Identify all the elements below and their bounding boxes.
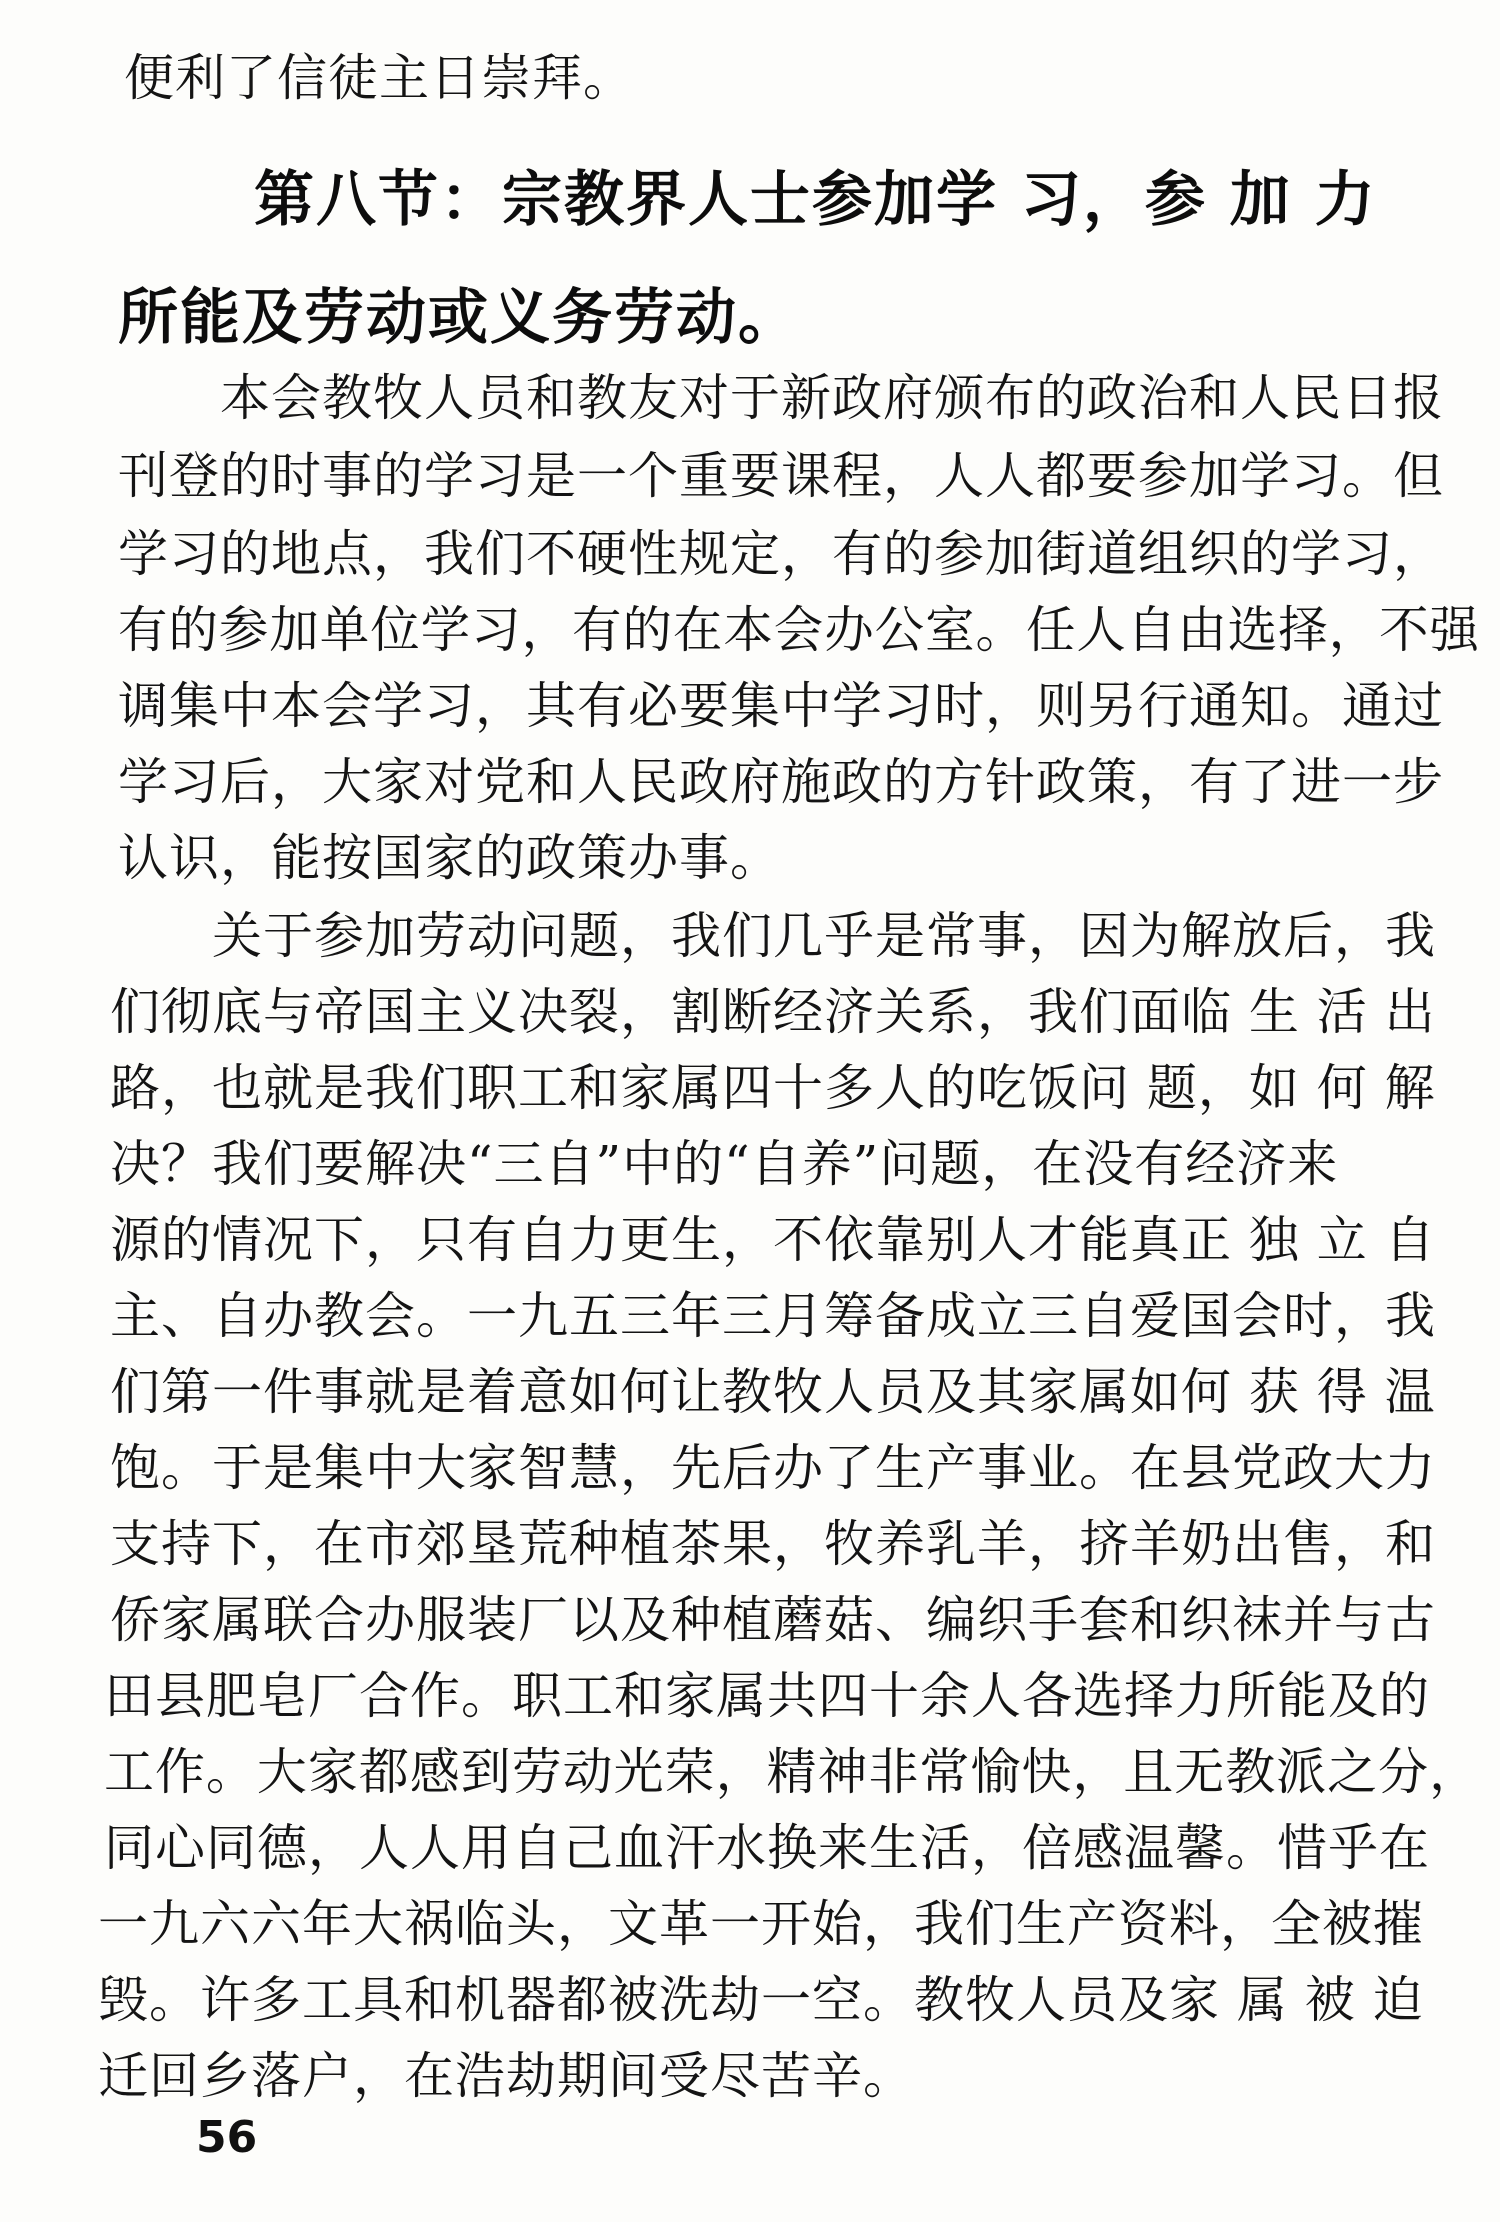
paragraph-line: 一九六六年大祸临头，文革一开始，我们生产资料，全被摧 [98, 1895, 1424, 1953]
opening-line: 便利了信徒主日崇拜。 [124, 49, 634, 107]
paragraph-line: 们彻底与帝国主义决裂，割断经济关系，我们面临 生 活 出 [110, 983, 1436, 1041]
paragraph-line: 们第一件事就是着意如何让教牧人员及其家属如何 获 得 温 [110, 1363, 1436, 1421]
paragraph-line: 调集中本会学习，其有必要集中学习时，则另行通知。通过 [118, 677, 1444, 735]
paragraph-line: 饱。于是集中大家智慧，先后办了生产事业。在县党政大力 [110, 1439, 1436, 1497]
paragraph-line: 侨家属联合办服装厂以及种植蘑菇、编织手套和织袜并与古 [110, 1591, 1436, 1649]
paragraph-line: 田县肥皂厂合作。职工和家属共四十余人各选择力所能及的 [104, 1667, 1430, 1725]
paragraph-line: 刊登的时事的学习是一个重要课程，人人都要参加学习。但 [118, 447, 1444, 505]
paragraph-line: 毁。许多工具和机器都被洗劫一空。教牧人员及家 属 被 迫 [98, 1971, 1424, 2029]
paragraph-line: 支持下，在市郊垦荒种植茶果，牧养乳羊，挤羊奶出售，和 [110, 1515, 1436, 1573]
paragraph-line: 路，也就是我们职工和家属四十多人的吃饭问 题，如 何 解 [110, 1059, 1436, 1117]
paragraph-line: 关于参加劳动问题，我们几乎是常事，因为解放后，我 [212, 907, 1436, 965]
paragraph-line: 本会教牧人员和教友对于新政府颁布的政治和人民日报 [220, 369, 1444, 427]
paragraph-line: 有的参加单位学习，有的在本会办公室。任人自由选择，不强 [118, 601, 1480, 659]
paragraph-line: 工作。大家都感到劳动光荣，精神非常愉快，且无教派之分， [104, 1743, 1481, 1801]
paragraph-line: 学习的地点，我们不硬性规定，有的参加街道组织的学习， [118, 525, 1444, 583]
paragraph-line: 认识，能按国家的政策办事。 [118, 829, 781, 887]
paragraph-line: 迁回乡落户，在浩劫期间受尽苦辛。 [98, 2047, 914, 2105]
paragraph-line: 主、自办教会。一九五三年三月筹备成立三自爱国会时，我 [110, 1287, 1436, 1345]
paragraph-line: 决？我们要解决“三自”中的“自养”问题，在没有经济来 [110, 1135, 1339, 1193]
paragraph-line: 源的情况下，只有自力更生，不依靠别人才能真正 独 立 自 [110, 1211, 1436, 1269]
section-heading-line-2: 所能及劳动或义务劳动。 [118, 283, 800, 353]
page-number: 56 [196, 2112, 258, 2163]
paragraph-line: 同心同德，人人用自己血汗水换来生活，倍感温馨。惜乎在 [104, 1819, 1430, 1877]
paragraph-line: 学习后，大家对党和人民政府施政的方针政策，有了进一步 [118, 753, 1444, 811]
section-heading-line-1: 第八节：宗教界人士参加学 习，参 加 力 [254, 165, 1377, 235]
